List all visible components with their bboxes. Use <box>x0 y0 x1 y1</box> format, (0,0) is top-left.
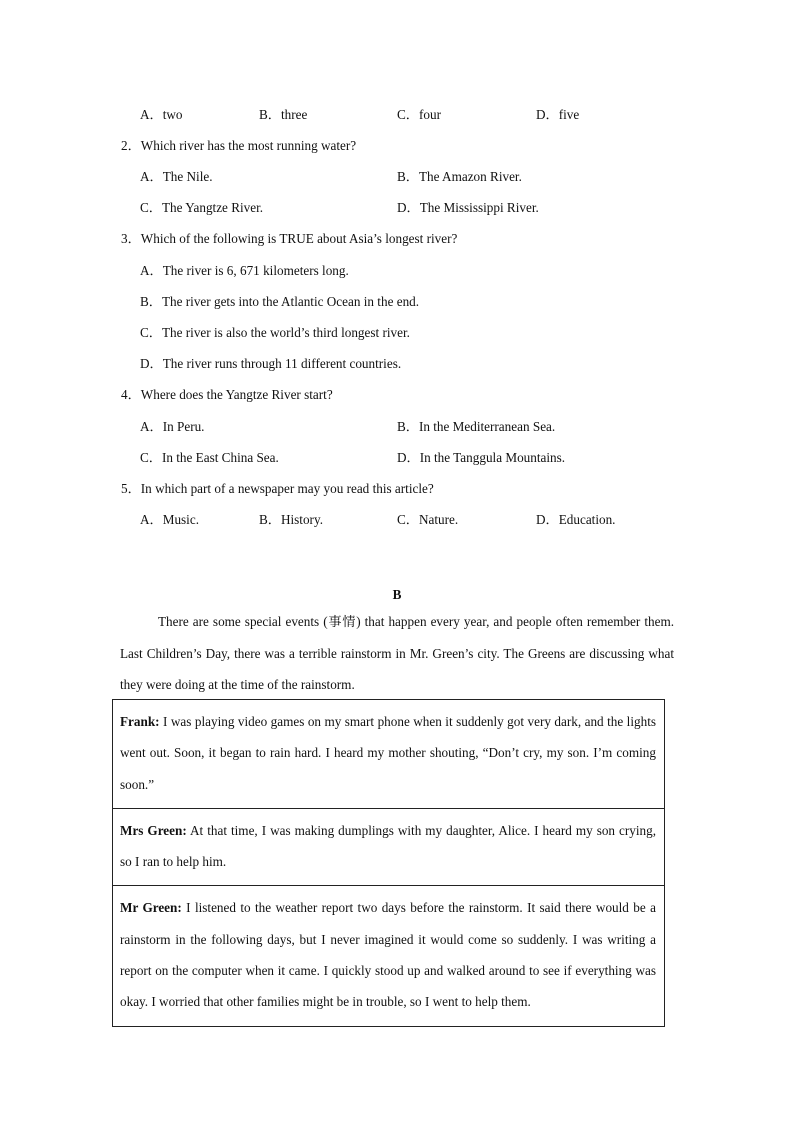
q2-option-d: D．The Mississippi River. <box>397 200 539 215</box>
intro-text: There are some special events (事情) that happen every year, and people often remember them. Last Children’s Day, there was a terrible rainstorm in Mr. Green’s city. The Greens are discussing what they were doing at the time of the rainstorm. <box>120 614 674 692</box>
q1-option-a: A．two <box>140 107 183 122</box>
q5-option-d: D．Education. <box>536 512 616 527</box>
dialogue-row-frank <box>113 700 664 808</box>
speaker-text: I listened to the weather report two days before the rainstorm. It said there would be a rainstorm in the following days, but I never imagined it would come so suddenly. I was writing a report on the computer when it came. I quickly stood up and walked around to see if everything was okay. I worried that other families might be in trouble, so I went to help them. <box>120 900 656 1010</box>
speaker-text: At that time, I was making dumplings with my daughter, Alice. I heard my son crying, so I ran to help him. <box>120 822 656 870</box>
q3-option-d: D．The river runs through 11 different countries. <box>140 356 402 371</box>
q4-option-d: D．In the Tanggula Mountains. <box>397 450 566 465</box>
q2-stem: 2．Which river has the most running water? <box>121 138 357 153</box>
q3-option-b: B．The river gets into the Atlantic Ocean in the end. <box>140 294 420 309</box>
q4-option-b: B．In the Mediterranean Sea. <box>397 419 556 434</box>
q1-option-c: C．four <box>397 107 441 122</box>
q4-option-c: C．In the East China Sea. <box>140 450 279 465</box>
speaker-name: Mrs Green: <box>120 822 187 838</box>
speaker-text: I was playing video games on my smart phone when it suddenly got very dark, and the lights went out. Soon, it began to rain hard. I heard my mother shouting, “Don’t cry, my son. I’m coming soon.” <box>120 714 656 792</box>
q5-option-a: A．Music. <box>140 512 199 527</box>
intro-paragraph <box>120 606 674 701</box>
q3-option-a: A．The river is 6, 671 kilometers long. <box>140 263 349 278</box>
q1-option-d: D．five <box>536 107 580 122</box>
q3-stem: 3．Which of the following is TRUE about Asia’s longest river? <box>121 231 458 246</box>
dialogue-table <box>112 699 665 1027</box>
q4-stem: 4．Where does the Yangtze River start? <box>121 387 333 402</box>
dialogue-row-mr-green <box>113 885 664 1025</box>
dialogue-row-mrs-green <box>113 808 664 886</box>
q5-stem: 5．In which part of a newspaper may you read this article? <box>121 481 434 496</box>
q2-option-c: C．The Yangtze River. <box>140 200 264 215</box>
q3-option-c: C．The river is also the world’s third longest river. <box>140 325 410 340</box>
speaker-name: Mr Green: <box>120 900 182 916</box>
q4-option-a: A．In Peru. <box>140 419 205 434</box>
q2-option-a: A．The Nile. <box>140 169 213 184</box>
section-title: B <box>392 587 402 602</box>
q2-option-b: B．The Amazon River. <box>397 169 522 184</box>
speaker-name: Frank: <box>120 714 160 729</box>
q5-option-b: B．History. <box>259 512 323 527</box>
q5-option-c: C．Nature. <box>397 512 459 527</box>
q1-option-b: B．three <box>259 107 308 122</box>
